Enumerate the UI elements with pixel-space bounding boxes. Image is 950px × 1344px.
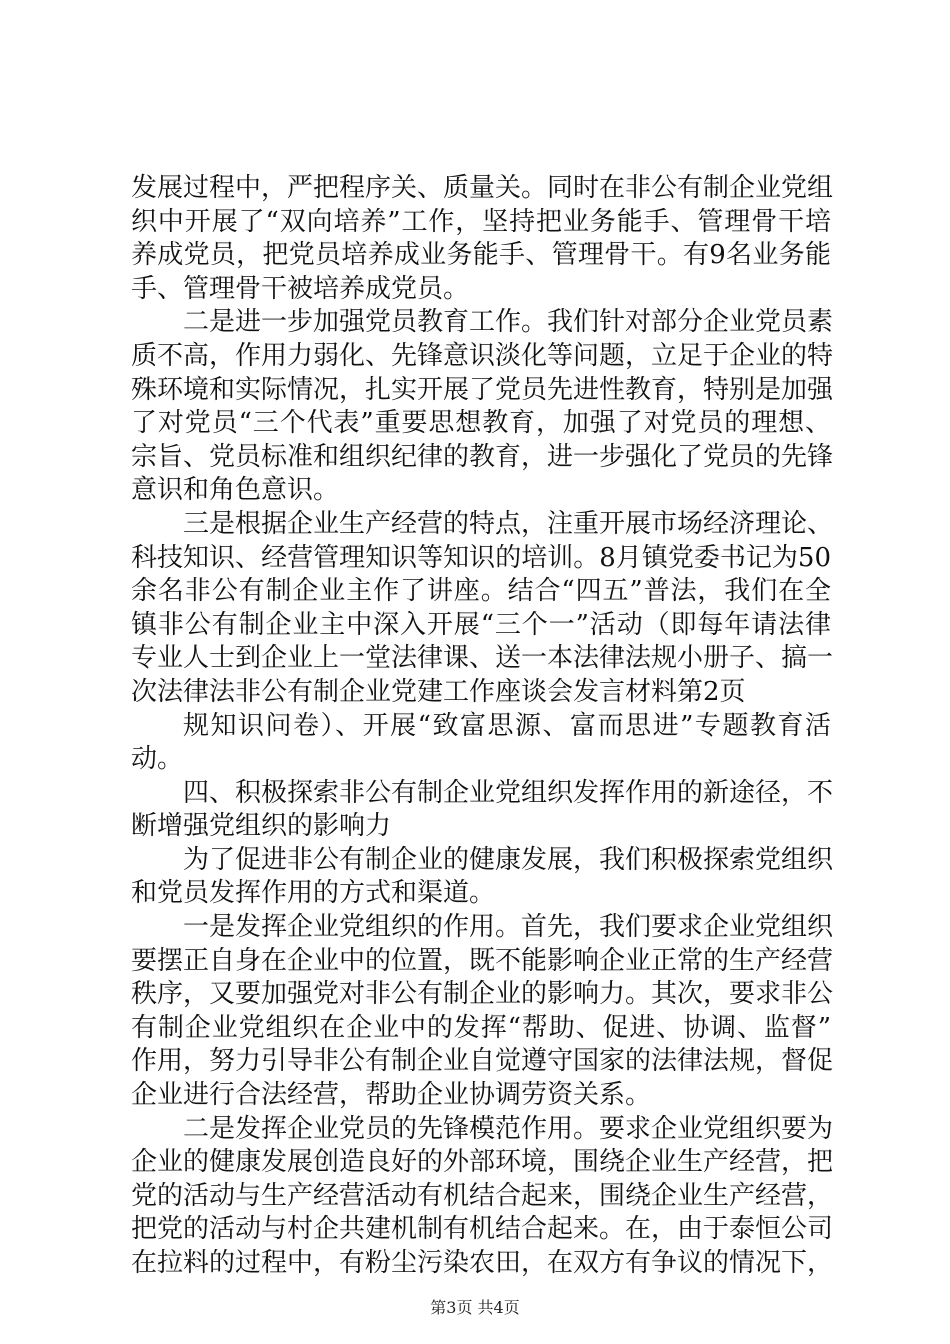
text-line: 企业的健康发展创造良好的外部环境，围绕企业生产经营，把 bbox=[131, 1147, 834, 1178]
text-line: 养成党员，把党员培养成业务能手、管理骨干。有9名业务能 bbox=[131, 240, 831, 271]
text-line: 动。 bbox=[131, 744, 184, 775]
text-line: 余名非公有制企业主作了讲座。结合“四五”普法，我们在全 bbox=[131, 576, 831, 607]
text-line: 科技知识、经营管理知识等知识的培训。8月镇党委书记为50 bbox=[131, 542, 831, 573]
text-line: 断增强党组织的影响力 bbox=[131, 811, 392, 842]
text-line: 手、管理骨干被培养成党员。 bbox=[131, 273, 470, 304]
text-line: 要摆正自身在企业中的位置，既不能影响企业正常的生产经营 bbox=[131, 945, 834, 976]
text-line: 秩序，又要加强党对非公有制企业的影响力。其次，要求非公 bbox=[131, 979, 834, 1010]
page-footer: 第3页 共4页 bbox=[430, 1298, 520, 1317]
text-line: 把党的活动与村企共建机制有机结合起来。在，由于泰恒公司 bbox=[131, 1214, 834, 1245]
text-line: 四、积极探索非公有制企业党组织发挥作用的新途径，不 bbox=[183, 777, 834, 808]
text-line: 专业人士到企业上一堂法律课、送一本法律法规小册子、搞一 bbox=[131, 643, 834, 674]
text-line: 二是发挥企业党员的先锋模范作用。要求企业党组织要为 bbox=[183, 1113, 834, 1144]
document-body bbox=[131, 172, 834, 1281]
text-line: 规知识问卷）、开展“致富思源、富而思进”专题教育活 bbox=[183, 710, 831, 741]
text-line: 二是进一步加强党员教育工作。我们针对部分企业党员素 bbox=[183, 307, 834, 338]
text-line: 企业进行合法经营，帮助企业协调劳资关系。 bbox=[131, 1080, 652, 1111]
text-line: 作用，努力引导非公有制企业自觉遵守国家的法律法规，督促 bbox=[131, 1046, 834, 1077]
text-line: 次法律法非公有制企业党建工作座谈会发言材料第2页 bbox=[131, 676, 746, 707]
text-line: 和党员发挥作用的方式和渠道。 bbox=[131, 878, 496, 909]
text-line: 织中开展了“双向培养”工作，坚持把业务能手、管理骨干培 bbox=[131, 206, 831, 237]
text-line: 意识和角色意识。 bbox=[131, 475, 340, 506]
text-line: 三是根据企业生产经营的特点，注重开展市场经济理论、 bbox=[183, 508, 834, 539]
text-line: 了对党员“三个代表”重要思想教育，加强了对党员的理想、 bbox=[131, 408, 831, 439]
text-line: 有制企业党组织在企业中的发挥“帮助、促进、协调、监督” bbox=[131, 1012, 831, 1043]
text-line: 发展过程中，严把程序关、质量关。同时在非公有制企业党组 bbox=[131, 173, 834, 203]
text-line: 一是发挥企业党组织的作用。首先，我们要求企业党组织 bbox=[183, 912, 834, 943]
text-line: 宗旨、党员标准和组织纪律的教育，进一步强化了党员的先锋 bbox=[131, 441, 834, 472]
text-line: 镇非公有制企业主中深入开展“三个一”活动（即每年请法律 bbox=[131, 609, 831, 640]
text-line: 在拉料的过程中，有粉尘污染农田，在双方有争议的情况下， bbox=[131, 1248, 834, 1278]
text-line: 为了促进非公有制企业的健康发展，我们积极探索党组织 bbox=[183, 844, 834, 875]
text-line: 质不高，作用力弱化、先锋意识淡化等问题，立足于企业的特 bbox=[131, 340, 834, 371]
text-line: 党的活动与生产经营活动有机结合起来，围绕企业生产经营， bbox=[131, 1180, 834, 1211]
text-line: 殊环境和实际情况，扎实开展了党员先进性教育，特别是加强 bbox=[131, 374, 834, 405]
